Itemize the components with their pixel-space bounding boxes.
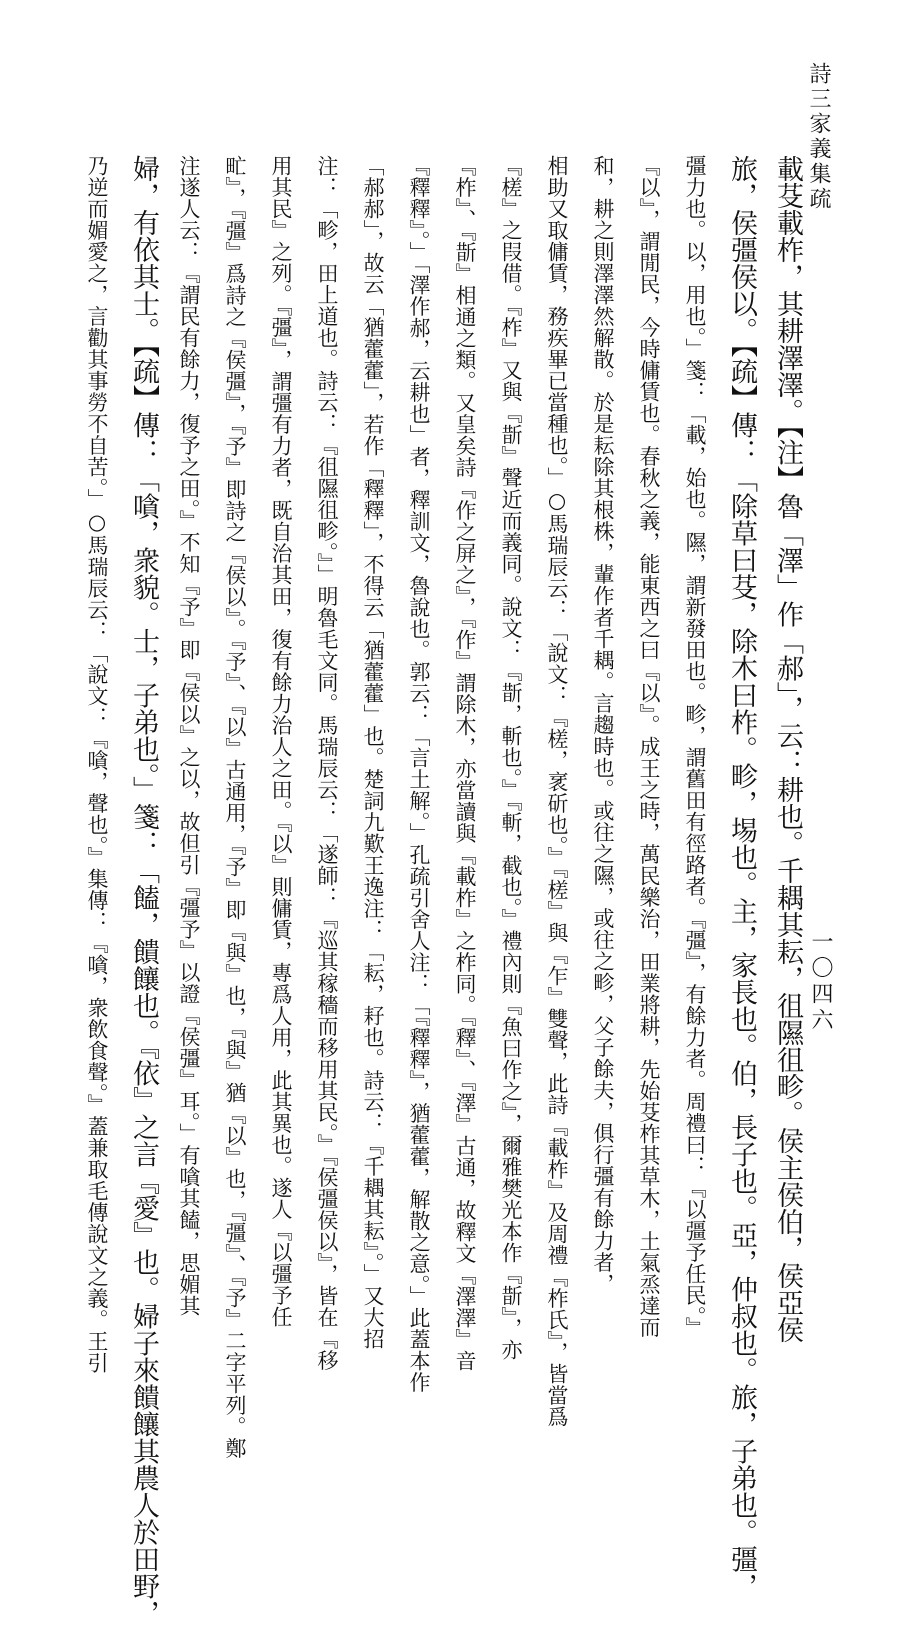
text-column-12: 用其民』之列。『彊』，謂彊有力者，既自治其田，復有餘力治人之田。『以』則傭賃，專爲人用，此其異也。遂人『以彊予任	[269, 155, 293, 1328]
text-column-5: 和，耕之則澤澤然解散。於是耘除其根株，輩作者千耦。言趨時也。或往之隰，或往之畛，父子餘夫，俱行彊有餘力者，	[591, 155, 615, 1295]
text-block	[85, 155, 810, 1627]
text-column-11: 注：「畛，田上道也。詩云：『徂隰徂畛。』」明魯毛文同。馬瑞辰云：「遂師：『巡其稼穡而移用其民。』『侯彊侯以』，皆在『移	[315, 155, 339, 1371]
text-column-15: 婦，有依其士。【疏】傳：「嗿，衆貌。士，子弟也。」箋：「饁，饋饟也。『依』之言『愛』也。婦子來饋饟其農人於田野，	[128, 155, 159, 1627]
text-column-16: 乃逆而媚愛之，言勸其事勞不自苦。」○馬瑞辰云：「說文：『嗿，聲也。』集傳：『嗿，衆飲食聲。』蓋兼取毛傳說文之義。王引	[85, 155, 109, 1374]
text-column-8: 『柞』、『斮』相通之類。又皇矣詩『作之屏之』，『作』謂除木，亦當讀與『載柞』之柞同。『釋』、『澤』古通，故釋文『澤澤』音	[453, 155, 477, 1372]
text-column-6: 相助又取傭賃，務疾畢已當種也。」○馬瑞辰云：「說文：『槎，衺斫也。』『槎』與『乍』雙聲，此詩『載柞』及周禮『柞氏』，皆當爲	[545, 155, 569, 1428]
text-column-10: 「郝郝」，故云「猶藿藿」，若作「釋釋」，不得云「猶藿藿」也。楚詞九歎王逸注：「耘，耔也。詩云：『千耦其耘』。」又大招	[361, 155, 385, 1350]
text-column-13: 甿』，『彊』爲詩之『侯彊』，『予』即詩之『侯以』。『予』、『以』古通用，『予』即『與』也，『與』猶『以』也，『彊』、『予』二字平列。鄭	[223, 155, 247, 1459]
text-column-2: 旅，侯彊侯以。【疏】傳：「除草曰芟，除木曰柞。畛，埸也。主，家長也。伯，長子也。亞，仲叔也。旅，子弟也。彊，	[726, 155, 757, 1600]
text-column-7: 『槎』之叚借。『柞』又與『斮』聲近而義同。說文：『斮，斬也。』『斬，截也。』禮內則『魚曰作之』，爾雅樊光本作『斮』，亦	[499, 155, 523, 1361]
text-column-9: 『釋釋』。」「澤作郝，云耕也」者，釋訓文，魯說也。郭云：「言土解。」孔疏引舍人注：「『釋釋』，猶藿藿，解散之意。」此蓋本作	[407, 155, 431, 1393]
text-column-14: 注遂人云：『謂民有餘力，復予之田。』不知『予』即『侯以』之以，故但引『彊予』以證『侯彊』耳。」有嗿其饁，思媚其	[177, 155, 201, 1317]
text-column-4: 『以』，謂閒民，今時傭賃也。春秋之義，能東西之曰『以』。成王之時，萬民樂治，田業將耕，先始芟柞其草木，土氣烝達而	[637, 155, 661, 1338]
running-head: 詩三家義集疏	[806, 62, 831, 212]
page-number: 一〇四六	[808, 930, 833, 1034]
text-column-1: 載芟載柞，其耕澤澤。【注】魯「澤」作「郝」，云：耕也。千耦其耘，徂隰徂畛。侯主侯伯，侯亞侯	[772, 155, 803, 1343]
text-column-3: 彊力也。以，用也。」箋：「載，始也。隰，謂新發田也。畛，謂舊田有徑路者。『彊』，有餘力者。周禮曰：『以彊予任民。』	[683, 155, 707, 1339]
